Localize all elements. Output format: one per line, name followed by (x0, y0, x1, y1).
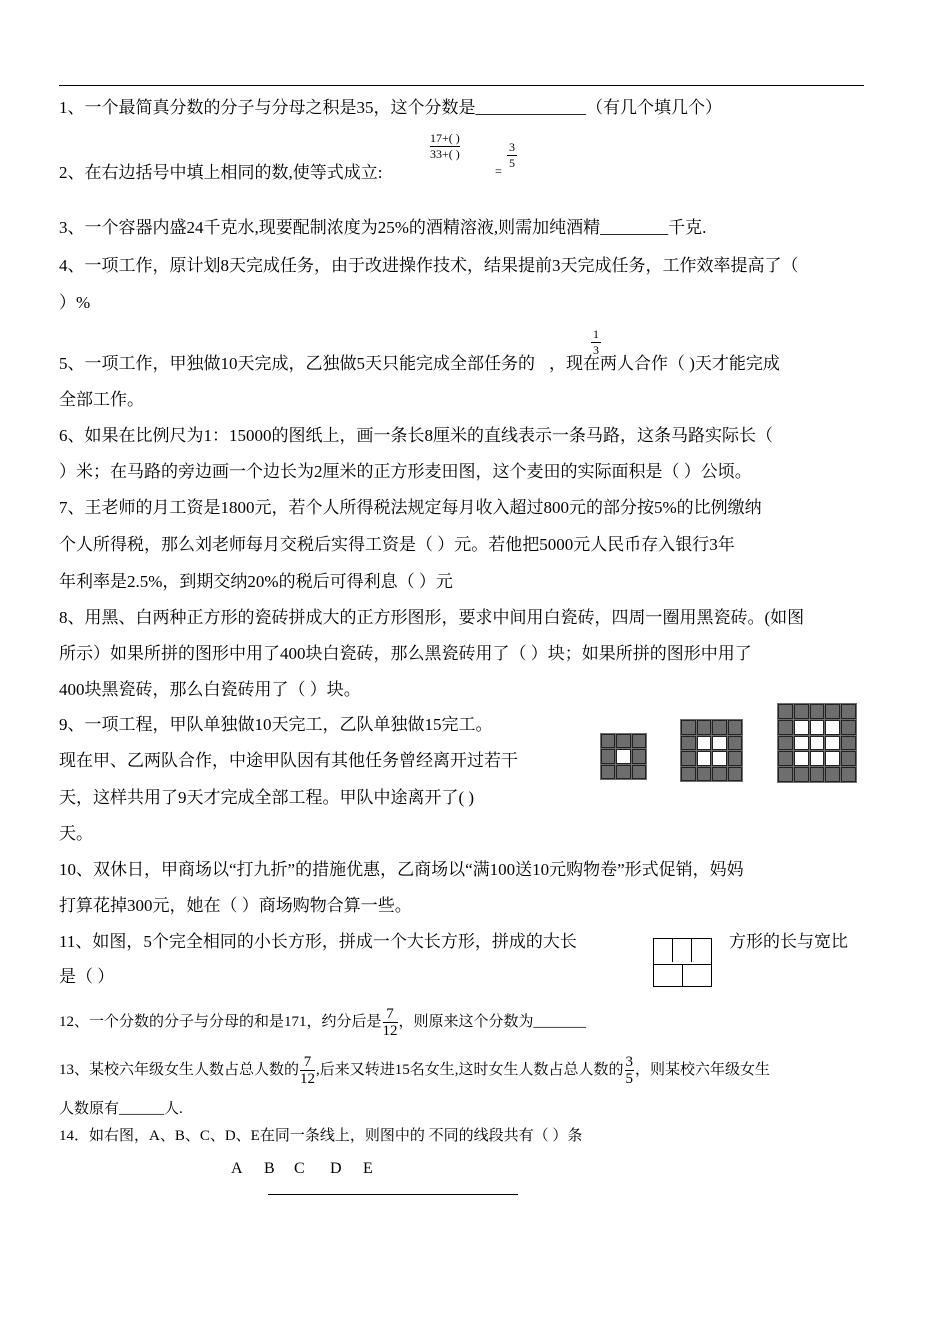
black-tile (841, 720, 856, 735)
point-label-a: A (231, 1160, 243, 1177)
black-tile (632, 734, 646, 748)
line-segment (268, 1194, 518, 1195)
black-tile (616, 765, 630, 779)
white-tile (697, 736, 712, 751)
black-tile (728, 767, 743, 782)
black-tile (601, 749, 615, 763)
q13-fraction-2 (625, 1054, 635, 1087)
question-4-line-2: ）% (59, 293, 91, 312)
black-tile (616, 734, 630, 748)
white-tile (794, 720, 809, 735)
question-6-line-1: 6、如果在比例尺为1：15000的图纸上，画一条长8厘米的直线表示一条马路，这条马路实际长（ (59, 426, 773, 445)
black-tile (825, 704, 840, 719)
black-tile (825, 767, 840, 782)
black-tile (632, 765, 646, 779)
black-tile (841, 751, 856, 766)
point-label-b: B (264, 1160, 275, 1177)
q5-part-b: ，现在两人合作（ )天才能完成 (549, 354, 780, 373)
black-tile (681, 767, 696, 782)
black-tile (778, 704, 793, 719)
question-3: 3、一个容器内盛24千克水,现要配制浓度为25%的酒精溶液,则需加纯酒精________千克. (59, 218, 707, 237)
black-tile (728, 751, 743, 766)
black-tile (810, 767, 825, 782)
question-9-line-4: 天。 (59, 824, 93, 843)
q2-numerator: 17+( ) (430, 131, 460, 145)
top-rule (59, 85, 864, 86)
black-tile (681, 751, 696, 766)
black-tile (794, 704, 809, 719)
white-tile (825, 751, 840, 766)
black-tile (810, 704, 825, 719)
five-rectangles-figure (653, 938, 712, 987)
q2-denominator: 33+( ) (430, 147, 460, 161)
white-tile (712, 751, 727, 766)
q12-numerator: 7 (383, 1006, 398, 1023)
question-9-line-2: 现在甲、乙两队合作，中途甲队因有其他任务曾经离开过若干 (59, 751, 518, 770)
tile-figure-3x3 (600, 733, 647, 780)
point-label-c: C (294, 1160, 305, 1177)
question-11-line-1a: 11、如图，5个完全相同的小长方形，拼成一个大长方形，拼成的大长 (59, 932, 577, 951)
q12-fraction (383, 1006, 398, 1039)
q13-part-b: ,后来又转进15名女生,这时女生人数占总人数的 (316, 1062, 624, 1078)
q13-f1-denominator: 12 (300, 1071, 316, 1088)
question-9-line-1: 9、一项工程，甲队单独做10天完工，乙队单独做15完工。 (59, 715, 493, 734)
question-8-line-1: 8、用黑、白两种正方形的瓷砖拼成大的正方形图形，要求中间用白瓷砖，四周一圈用黑瓷砖。(如图 (59, 608, 805, 627)
question-11-line-2: 是（ ） (59, 967, 115, 986)
question-8-line-3: 400块黑瓷砖，那么白瓷砖用了（ ）块。 (59, 680, 361, 699)
question-8-line-2: 所示）如果所拼的图形中用了400块白瓷砖，那么黑瓷砖用了（ ）块；如果所拼的图形中用了 (59, 644, 752, 663)
white-tile (794, 751, 809, 766)
q2-fraction (430, 132, 460, 161)
question-13-line-2: 人数原有______人. (59, 1101, 183, 1117)
black-tile (778, 767, 793, 782)
question-7-line-2: 个人所得税，那么刘老师每月交税后实得工资是（ ）元。若他把5000元人民币存入银行3年 (59, 535, 735, 554)
black-tile (712, 767, 727, 782)
question-9-line-3: 天，这样共用了9天才完成全部工程。甲队中途离开了( ) (59, 788, 475, 807)
black-tile (778, 736, 793, 751)
q13-fraction-1 (300, 1054, 315, 1087)
black-tile (632, 749, 646, 763)
question-6-line-2: ）米；在马路的旁边画一个边长为2厘米的正方形麦田图，这个麦田的实际面积是（ ）公顷。 (59, 462, 752, 481)
white-tile (810, 736, 825, 751)
question-7-line-1: 7、王老师的月工资是1800元，若个人所得税法规定每月收入超过800元的部分按5%的比例缴纳 (59, 498, 762, 517)
q2-equals: = (495, 164, 502, 178)
question-4-line-1: 4、一项工作，原计划8天完成任务，由于改进操作技术，结果提前3天完成任务，工作效率提高了（ (59, 256, 799, 275)
point-label-d: D (330, 1160, 342, 1177)
question-5-line-1 (59, 353, 780, 375)
q5-part-a: 5、一项工作，甲独做10天完成，乙独做5天只能完成全部任务的 (59, 354, 535, 373)
q12-denominator: 12 (382, 1023, 398, 1040)
q12-part-a: 12、一个分数的分子与分母的和是171，约分后是 (59, 1014, 382, 1030)
q13-part-a: 13、某校六年级女生人数占总人数的 (59, 1062, 300, 1078)
question-13-line-1 (59, 1051, 770, 1089)
black-tile (841, 767, 856, 782)
black-tile (681, 720, 696, 735)
tile-figure-5x5 (777, 703, 857, 783)
white-tile (794, 736, 809, 751)
q2-result-denominator: 5 (509, 156, 515, 170)
white-tile (712, 736, 727, 751)
point-label-e: E (363, 1160, 373, 1177)
q13-f2-numerator: 3 (625, 1054, 634, 1071)
q13-part-c: ，则某校六年级女生 (635, 1062, 771, 1078)
black-tile (841, 736, 856, 751)
question-10-line-1: 10、双休日，甲商场以“打九折”的措施优惠，乙商场以“满100送10元购物卷”形式促销，妈妈 (59, 860, 744, 879)
q5-numerator: 1 (593, 327, 599, 341)
black-tile (841, 704, 856, 719)
question-2: 2、在右边括号中填上相同的数,使等式成立: (59, 163, 383, 182)
question-7-line-3: 年利率是2.5%，到期交纳20%的税后可得利息（ ）元 (59, 572, 453, 591)
black-tile (794, 767, 809, 782)
q12-part-b: ，则原来这个分数为_______ (398, 1014, 587, 1030)
black-tile (601, 765, 615, 779)
black-tile (601, 734, 615, 748)
question-14: 14．如右图，A、B、C、D、E在同一条线上，则图中的 不同的线段共有（ ）条 (59, 1128, 583, 1144)
black-tile (728, 720, 743, 735)
white-tile (697, 751, 712, 766)
white-tile (810, 720, 825, 735)
question-12 (59, 1003, 586, 1041)
black-tile (697, 720, 712, 735)
white-tile (825, 720, 840, 735)
black-tile (778, 720, 793, 735)
question-10-line-2: 打算花掉300元，她在（ ）商场购物合算一些。 (59, 896, 412, 915)
question-5-line-2: 全部工作。 (59, 390, 144, 409)
q13-f2-denominator: 5 (625, 1071, 634, 1088)
q13-f1-numerator: 7 (300, 1054, 315, 1071)
white-tile (810, 751, 825, 766)
black-tile (712, 720, 727, 735)
black-tile (697, 767, 712, 782)
black-tile (681, 736, 696, 751)
q2-result-numerator: 3 (509, 140, 515, 154)
tile-figure-4x4 (680, 719, 743, 782)
question-11-line-1b: 方形的长与宽比 (729, 932, 848, 951)
black-tile (728, 736, 743, 751)
question-1: 1、一个最简真分数的分子与分母之积是35，这个分数是_____________（有几个填几个） (59, 98, 722, 117)
q2-result-fraction (507, 141, 517, 170)
white-tile (825, 736, 840, 751)
q5-denominator: 3 (593, 343, 599, 357)
black-tile (778, 751, 793, 766)
white-tile (616, 749, 630, 763)
